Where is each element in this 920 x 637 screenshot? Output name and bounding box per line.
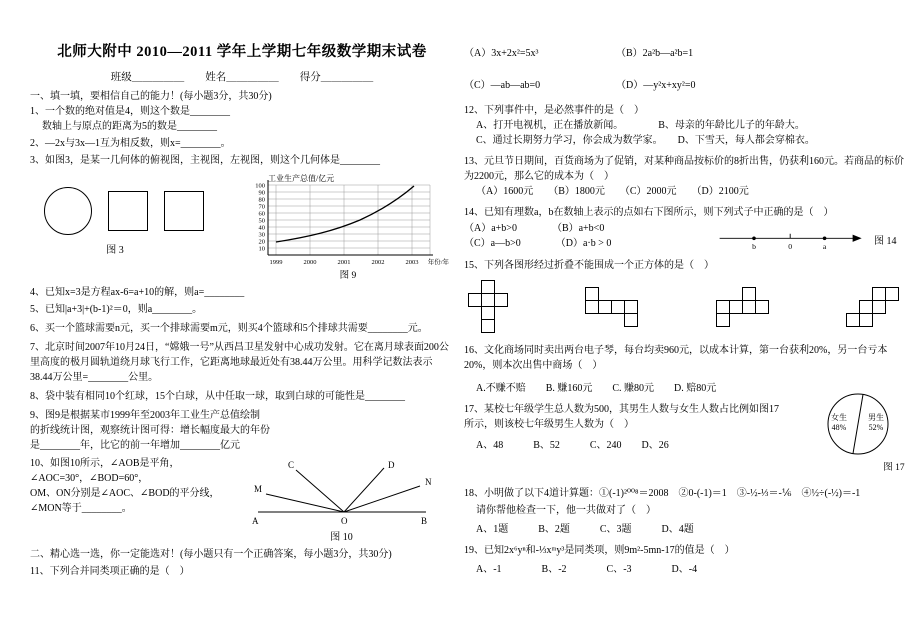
figure-9-caption: 图 9 xyxy=(339,271,357,281)
y-tick: 30 xyxy=(258,231,265,239)
figure-17-caption: 图 17 xyxy=(883,463,905,473)
q11-option-c: （C）—ab—ab=0 xyxy=(464,80,541,91)
cube-net-b xyxy=(585,287,639,328)
point-label-n: N xyxy=(425,477,432,487)
figure-15-cube-nets xyxy=(464,273,910,337)
number-line-label-zero: 0 xyxy=(788,242,793,252)
question-12: 12、下列事件中，是必然事件的是（ ） xyxy=(464,105,644,116)
y-tick: 90 xyxy=(258,189,265,197)
y-tick: 100 xyxy=(255,182,265,190)
figure-3-caption: 图 3 xyxy=(106,245,124,256)
question-10-line-1: 10、如图10所示，∠AOB是平角， xyxy=(30,458,180,469)
cube-net-a xyxy=(468,280,509,334)
section-2-heading: 二、精心选一选，你一定能选对！(每小题只有一个正确答案，每小题3分，共30分) xyxy=(30,549,392,560)
q13-options: （A）1600元 （B）1800元 （C）2000元 （D）2100元 xyxy=(476,186,749,197)
y-tick: 40 xyxy=(258,224,265,232)
q11-option-b: （B）2a²b—a²b=1 xyxy=(616,48,694,59)
question-19: 19、已知2x⁶yⁿ和-⅓xᵐy³是同类项，则9m²-5mn-17的值是（ ） xyxy=(464,545,735,556)
question-9 xyxy=(30,408,454,453)
number-line-label-a: a xyxy=(822,242,827,252)
y-tick: 60 xyxy=(258,210,265,218)
number-line-label-b: b xyxy=(752,242,756,252)
left-column xyxy=(30,40,454,579)
angle-diagram-figure-10 xyxy=(244,458,439,526)
question-10-line-4: ∠MON等于________。 xyxy=(30,503,132,514)
figure-14 xyxy=(716,221,897,252)
point-label-a: A xyxy=(252,516,259,526)
figure-3-circle-view xyxy=(44,187,92,235)
y-tick: 20 xyxy=(258,238,265,246)
point-label-c: C xyxy=(288,460,295,470)
q11-option-a: （A）3x+2x²=5x³ xyxy=(464,48,539,59)
question-13: 13、元旦节日期间，百货商场为了促销，对某种商品按标价的8折出售，仍获利160元。若商品的标价为2200元，那么它的成本为（ ） xyxy=(464,156,904,182)
number-line-figure-14 xyxy=(716,230,868,252)
figure-9-x-axis-label: 年份/年 xyxy=(427,259,449,266)
section-1-heading: 一、填一填，要相信自己的能力！(每小题3分，共30分) xyxy=(30,91,272,102)
q19-options: A、-1 B、-2 C、-3 D、-4 xyxy=(476,564,698,575)
figure-3-square-view-1 xyxy=(108,191,148,231)
figure-17 xyxy=(810,386,910,474)
question-7: 7、北京时间2007年10月24日，“嫦娥一号”从西昌卫星发射中心成功发射。它在离月球表面200公里高度的极月圆轨道绕月球飞行工作，它距离地球最近处有38.44万公里。用科学记数法表示38.44万公里=________公里。 xyxy=(30,342,449,383)
q17-options: A、48 B、52 C、240 D、26 xyxy=(476,440,669,451)
line-chart-figure-9 xyxy=(238,171,450,283)
figure-3-shapes xyxy=(30,187,238,235)
pie-label-male: 男生 xyxy=(868,413,884,422)
q14-options xyxy=(464,221,716,252)
q16-options: A.不赚不赔 B. 赚160元 C. 赚80元 D. 赔80元 xyxy=(476,383,717,394)
figure-9-title: 工业生产总值/亿元 xyxy=(268,174,335,183)
figure-14-caption: 图 14 xyxy=(874,235,897,247)
question-4: 4、已知x=3是方程ax-6=a+10的解，则a=________ xyxy=(30,287,245,298)
question-16: 16、文化商场同时卖出两台电子琴，每台均卖960元，以成本计算，第一台获利20%，另一台亏本20%，则本次出售中商场（ ） xyxy=(464,345,888,371)
q12-options-ab: A、打开电视机，正在播放新闻。 B、母亲的年龄比儿子的年龄大。 xyxy=(476,120,805,131)
point-label-m: M xyxy=(254,484,263,494)
cube-net-c xyxy=(716,287,770,328)
x-tick: 2003 xyxy=(405,259,419,266)
question-2: 2、—2x与3x—1互为相反数，则x=________。 xyxy=(30,138,231,149)
question-14-options-row xyxy=(464,221,910,252)
question-5: 5、已知|a+3|+(b-1)²＝0，则a________。 xyxy=(30,304,203,315)
question-1-line-2: 数轴上与原点的距离为5的数是________ xyxy=(42,121,217,132)
q11-options-row-2 xyxy=(464,78,910,93)
x-tick: 2001 xyxy=(337,259,351,266)
figure-row xyxy=(30,171,454,283)
y-tick: 70 xyxy=(258,203,265,211)
question-14: 14、已知有理数a，b在数轴上表示的点如右下图所示，则下列式子中正确的是（ ） xyxy=(464,207,834,218)
pie-chart-figure-17 xyxy=(810,386,910,474)
question-10-line-2: ∠AOC=30°，∠BOD=60°， xyxy=(30,473,149,484)
q14-options-ab: （A）a+b>0 （B）a+b<0 xyxy=(464,223,605,234)
exam-title: 北师大附中 2010—2011 学年上学期七年级数学期末试卷 xyxy=(57,44,427,60)
question-17: 17、某校七年级学生总人数为500，其男生人数与女生人数占比例如图17所示，则该校七年级男生人数为（ ） xyxy=(464,404,779,430)
x-tick: 1999 xyxy=(269,259,283,266)
question-3: 3、如图3，是某一几何体的俯视图，主视图，左视图，则这个几何体是________ xyxy=(30,155,380,166)
y-tick: 10 xyxy=(258,245,265,253)
right-column xyxy=(464,46,910,577)
question-17-text xyxy=(464,402,784,453)
figure-10-caption: 图 10 xyxy=(330,532,353,543)
figure-10 xyxy=(244,456,444,543)
y-tick: 50 xyxy=(258,217,265,225)
figure-3 xyxy=(30,171,238,256)
q12-options-cd: C、通过长期努力学习，你会成为数学家。 D、下雪天，每人都会穿棉衣。 xyxy=(476,135,815,146)
question-1-line-1: 1、一个数的绝对值是4，则这个数是________ xyxy=(30,106,230,117)
question-9-line-1: 9、图9是根据某市1999年至2003年工业生产总值绘制 xyxy=(30,410,260,421)
point-label-o: O xyxy=(341,516,348,526)
x-tick: 2002 xyxy=(371,259,385,266)
question-10 xyxy=(30,456,454,543)
figure-3-square-view-2 xyxy=(164,191,204,231)
growth-curve xyxy=(276,186,414,242)
q18-options: A、1题 B、2题 C、3题 D、4题 xyxy=(476,524,694,535)
pie-label-female: 女生 xyxy=(831,413,847,422)
q14-options-cd: （C）a—b>0 （D）a·b > 0 xyxy=(464,238,612,249)
point-label-b: B xyxy=(421,516,428,526)
question-10-line-3: OM、ON分别是∠AOC、∠BOD的平分线， xyxy=(30,488,220,499)
pie-value-female: 48% xyxy=(831,423,847,432)
q11-options-row-1 xyxy=(464,46,910,61)
x-tick: 2000 xyxy=(303,259,317,266)
question-8: 8、袋中装有相同10个红球，15个白球，从中任取一球，取到白球的可能性是________ xyxy=(30,391,405,402)
point-label-d: D xyxy=(388,460,395,470)
question-6: 6、买一个篮球需要n元，买一个排球需要m元，则买4个篮球和5个排球共需要________元。 xyxy=(30,323,428,334)
question-15: 15、下列各图形经过折叠不能围成一个正方体的是（ ） xyxy=(464,260,714,271)
question-17-block xyxy=(464,402,910,478)
exam-header-fields: 班级＿＿＿＿＿ 姓名＿＿＿＿＿ 得分＿＿＿＿＿ xyxy=(110,72,374,83)
question-10-text xyxy=(30,456,244,543)
question-18: 18、小明做了以下4道计算题：①(-1)²⁰⁰⁸＝2008 ②0-(-1)＝1 ③-½-⅓＝-⅙ ④½÷(-½)＝-1 xyxy=(464,488,861,499)
question-9-line-3: 是________年，比它的前一年增加________亿元 xyxy=(30,440,240,451)
q11-option-d: （D）—y²x+xy²=0 xyxy=(616,80,696,91)
y-tick: 80 xyxy=(258,196,265,204)
question-11: 11、下列合并同类项正确的是（ ） xyxy=(30,566,190,577)
pie-value-male: 52% xyxy=(868,423,884,432)
q18-prompt: 请你帮他检查一下，他一共做对了（ ） xyxy=(476,505,656,516)
question-9-line-2: 的折线统计图，观察统计图可得：增长幅度最大的年份 xyxy=(30,425,270,436)
cube-net-d xyxy=(846,287,900,328)
